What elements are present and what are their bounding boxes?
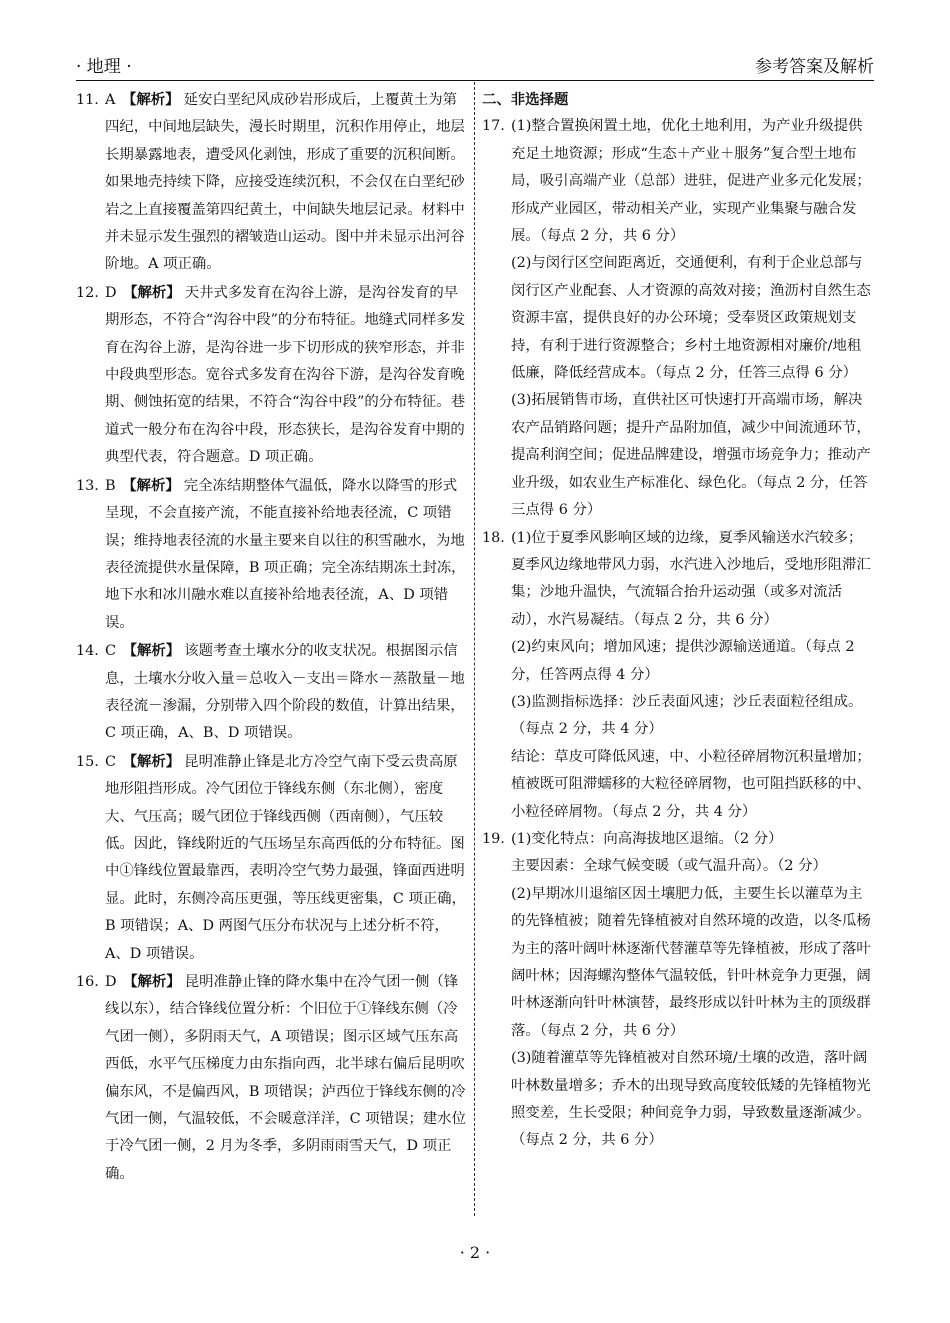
question-number: 12.: [76, 284, 99, 301]
answer-letter: C: [105, 753, 117, 770]
answer-letter: D: [105, 284, 117, 301]
answer-item-13: [76, 472, 466, 637]
analysis-text: 天井式多发育在沟谷上游，是沟谷发育的早期形态，不符合“沟谷中段”的分布特征。地缝式同样多发育在沟谷上游，是沟谷进一步下切形成的狭窄形态，并非中段典型形态。宽谷式多发育在沟谷下游，是沟谷发育晚期、侧蚀拓宽的结果，不符合“沟谷中段”的分布特征。巷道式一般分布在沟谷中段，形态狭长，是沟谷发育中期的典型代表，符合题意。D 项正确。: [105, 284, 466, 466]
question-number: 15.: [76, 753, 99, 770]
answer-17-part-3: (3)拓展销售市场，直供社区可快速打开高端市场，解决农产品销路问题；提升产品附加值，减少中间流通环节，提高利润空间；促进品牌建设，增强市场竞争力；推动产业升级，如农业生产标准化、绿色化。（每点 2 分，任答三点得 6 分）: [511, 392, 871, 519]
analysis-tag: 【解析】: [123, 283, 181, 301]
question-number: 16.: [76, 974, 99, 990]
answer-18-part-3: (3)监测指标选择：沙丘表面风速；沙丘表面粒径组成。（每点 2 分，共 4 分）: [511, 693, 863, 738]
answer-18-conclusion: 结论：草皮可降低风速，中、小粒径碎屑物沉积量增加；植被既可阻滞蠕移的大粒径碎屑物，也可阻挡跃移的中、小粒径碎屑物。（每点 2 分，共 4 分）: [511, 748, 871, 820]
column-divider: [474, 82, 475, 1216]
answer-17-part-2: (2)与闵行区空间距离近，交通便利，有利于企业总部与闵行区产业配套、人才资源的高效对接；渔沥村自然生态资源丰富，提供良好的办公环境；受奉贤区政策规划支持，有利于进行资源整合；乡村土地资源相对廉价/地租低廉，降低经营成本。（每点 2 分，任答三点得 6 分）: [511, 255, 871, 382]
page-header: [76, 52, 874, 78]
question-number: 19.: [482, 830, 505, 847]
page-number: · 2 ·: [459, 1243, 491, 1262]
question-number: 11.: [76, 92, 99, 108]
analysis-text: 昆明准静止锋是北方冷空气南下受云贵高原地形阻挡形成。冷气团位于锋线东侧（东北侧），密度大、气压高；暖气团位于锋线西侧（西南侧），气压较低。因此，锋线附近的气压场呈东高西低的分布特征。图中①锋线位置最靠西，表明冷空气势力最强，锋面西进明显。此时，东侧冷高压更强，等压线更密集，C 项正确，B 项错误；A、D 两图气压分布状况与上述分析不符，A、D 项错误。: [105, 753, 466, 962]
analysis-tag: 【解析】: [122, 476, 180, 494]
right-column: [482, 86, 874, 1155]
answer-item-16: [76, 968, 466, 1188]
answer-item-11: [76, 86, 466, 279]
answer-text: (1)整合置换闲置土地，优化土地利用，为产业升级提供充足土地资源；形成“生态＋产业＋服务”复合型土地布局，吸引高端产业（总部）进驻，促进产业多元化发展；形成产业园区，带动相关产业，实现产业集聚与融合发展。（每点 2 分，共 6 分）: [511, 118, 871, 245]
header-title: 参考答案及解析: [755, 57, 874, 77]
analysis-tag: 【解析】: [122, 642, 181, 660]
question-number: 14.: [76, 643, 99, 660]
answer-item-15: [76, 748, 466, 968]
answer-text: (1)变化特点：向高海拔地区退缩。（2 分）: [511, 830, 783, 847]
left-column: [76, 86, 466, 1188]
analysis-text: 该题考查土壤水分的收支状况。根据图示信息，土壤水分收入量＝总收入－支出＝降水－蒸散量－地表径流－渗漏，分别带入四个阶段的数值，计算出结果，C 项正确，A、B、D 项错误。: [105, 643, 465, 742]
subject-label: · 地理 ·: [76, 57, 132, 77]
analysis-text: 完全冻结期整体气温低，降水以降雪的形式呈现，不会直接产流，不能直接补给地表径流，C 项错误；维持地表径流的水量主要来自以往的积雪融水，为地表径流提供水量保障，B 项正确；完全冻结期冻土封冻，地下水和冰川融水难以直接补给地表径流，A、D 项错误。: [105, 477, 466, 631]
answer-19-part-2: (2)早期冰川退缩区因土壤肥力低，主要生长以灌草为主的先锋植被；随着先锋植被对自然环境的改造，以冬瓜杨为主的落叶阔叶林逐渐代替灌草等先锋植被，形成了落叶阔叶林；因海螺沟整体气温较低，针叶林竞争力更强，阔叶林逐渐向针叶林演替，最终形成以针叶林为主的顶级群落。（每点 2 分，共 6 分）: [511, 885, 871, 1039]
answer-18-part-2: (2)约束风向；增加风速；提供沙源输送通道。（每点 2 分，任答两点得 4 分）: [511, 639, 855, 683]
question-number: 17.: [482, 118, 505, 135]
answer-18-part-1: [482, 525, 874, 635]
section-title: 二、非选择题: [482, 91, 569, 108]
answer-19-factor: 主要因素：全球气候变暖（或气温升高）。（2 分）: [511, 858, 827, 875]
analysis-tag: 【解析】: [122, 752, 181, 770]
analysis-text: 昆明准静止锋的降水集中在冷气团一侧（锋线以东），结合锋线位置分析：个旧位于①锋线东侧（冷气团一侧），多阴雨天气，A 项错误；图示区域气压东高西低，水平气压梯度力由东指向西，北半球右偏后昆明吹偏东风，不是偏西风，B 项错误；泸西位于锋线东侧的冷气团一侧，气温较低，不会暖意洋洋，C 项错误；建水位于冷气团一侧，2 月为冬季，多阴雨雨雪天气，D 项正确。: [105, 974, 466, 1182]
analysis-tag: 【解析】: [121, 91, 180, 108]
answer-19-part-1: [482, 826, 874, 853]
header-rule: [76, 80, 874, 81]
question-number: 18.: [482, 529, 505, 546]
analysis-tag: 【解析】: [123, 973, 181, 990]
question-number: 13.: [76, 477, 99, 494]
answer-item-14: [76, 637, 466, 748]
analysis-text: 延安白垩纪风成砂岩形成后，上覆黄土为第四纪，中间地层缺失，漫长时期里，沉积作用停止，地层长期暴露地表，遭受风化剥蚀，形成了重要的沉积间断。如果地壳持续下降，应接受连续沉积，不会仅在白垩纪砂岩之上直接覆盖第四纪黄土，中间缺失地层记录。材料中并未显示发生强烈的褶皱造山运动。图中并未显示出河谷阶地。A 项正确。: [105, 92, 465, 273]
answer-letter: C: [105, 643, 117, 660]
answer-19-part-3: (3)随着灌草等先锋植被对自然环境/土壤的改造，落叶阔叶林数量增多；乔木的出现导致高度较低矮的先锋植物光照变差，生长受限；种间竞争力弱，导致数量逐渐减少。（每点 2 分，共 6 分）: [511, 1050, 871, 1149]
answer-letter: A: [105, 92, 116, 108]
answer-letter: D: [105, 974, 117, 990]
answer-letter: B: [105, 477, 116, 494]
answer-item-12: [76, 279, 466, 472]
answer-17-part-1: [482, 113, 874, 250]
answer-text: (1)位于夏季风影响区域的边缘，夏季风输送水汽较多；夏季风边缘地带风力弱，水汽进入沙地后，受地形阻滞汇集；沙地升温快，气流辐合抬升运动强（或多对流活动），水汽易凝结。（每点 2 分，共 6 分）: [511, 529, 871, 628]
